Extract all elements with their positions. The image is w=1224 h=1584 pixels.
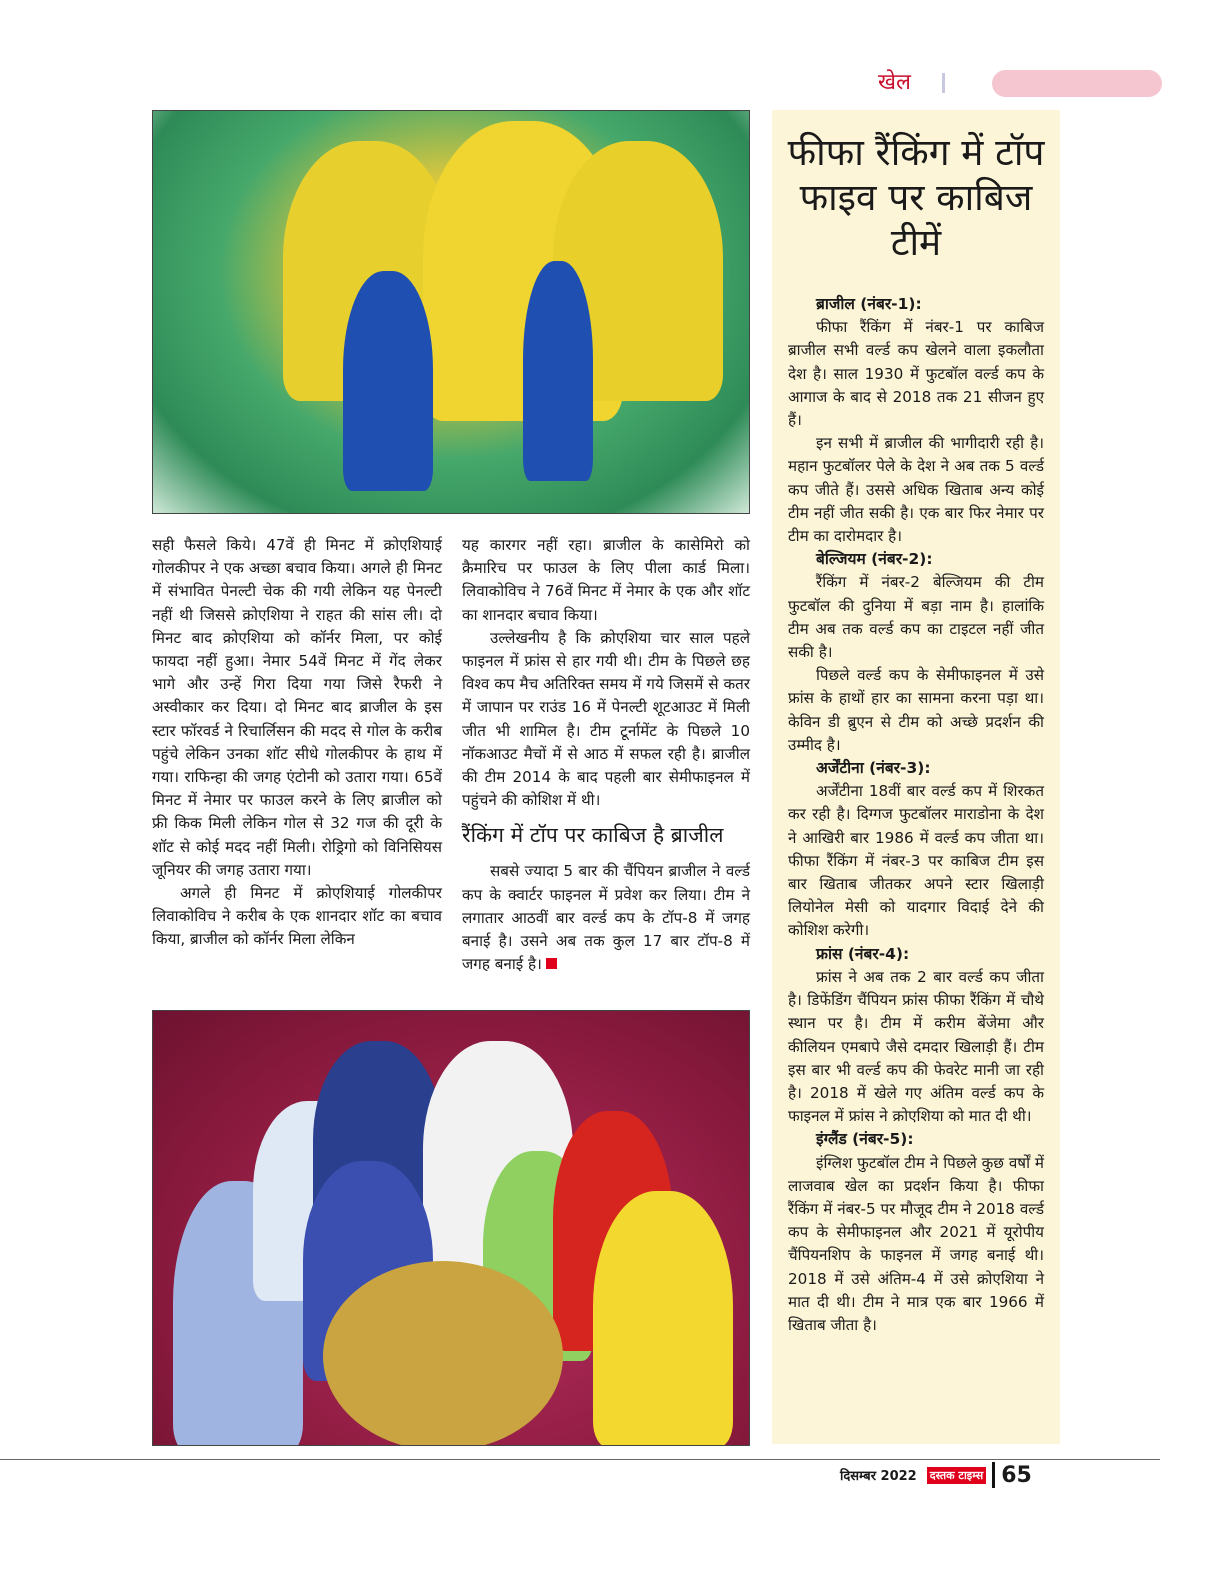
team-paragraph: अर्जेंटीना 18वीं बार वर्ल्ड कप में शिरकत कर रही है। दिग्गज फुटबॉलर माराडोना के देश ने आखिरी बार 1986 में वर्ल्ड कप जीता था। फीफा रैंकिंग में नंबर-3 पर काबिज टीम इस बार खिताब जीतकर अपने स्टार खिलाड़ी लियोनेल मेसी को यादगार विदाई देने की कोशिश करेगी। [788,782,1044,940]
footer-separator [992,1462,995,1488]
world-cup-stars-photo [152,1010,750,1446]
team-heading: ब्राजील (नंबर-1): [816,295,922,313]
article-subheading: रैंकिंग में टॉप पर काबिज है ब्राजील [462,823,724,848]
team-paragraph: पिछले वर्ल्ड कप के सेमीफाइनल में उसे फ्रांस के हाथों हार का सामना करना पड़ा था। केविन डी ब्रुएन से टीम को अच्छे प्रदर्शन की उम्मीद है। [788,666,1044,754]
closing-text: सबसे ज्यादा 5 बार की चैंपियन ब्राजील ने वर्ल्ड कप के क्वार्टर फाइनल में प्रवेश कर लिया। टीम ने लगातार आठवीं बार वर्ल्ड कप के टॉप-8 में जगह बनाई है। उसने अब तक कुल 17 बार टॉप-8 में जगह बनाई है। [462,862,750,974]
team-heading: बेल्जियम (नंबर-2): [816,550,933,569]
brazil-players-photo [152,110,750,514]
team-heading: अर्जेंटीना (नंबर-3): [816,759,931,778]
header-pill [992,70,1162,97]
page-number: 65 [1001,1462,1032,1488]
team-paragraph: फ्रांस ने अब तक 2 बार वर्ल्ड कप जीता है। डिफेंडिंग चैंपियन फ्रांस फीफा रैंकिंग में चौथे स्थान पर है। टीम में करीम बेंजेमा और कीलियन एमबापे जैसे दमदार खिलाड़ी हैं। टीम इस बार भी वर्ल्ड कप की फेवरेट मानी जा रही है। 2018 में खेले गए अंतिम वर्ल्ड कप के फाइनल में फ्रांस ने क्रोएशिया को मात दी थी। [788,967,1044,1126]
team-paragraph: इन सभी में ब्राजील की भागीदारी रही है। महान फुटबॉलर पेले के देश ने अब तक 5 वर्ल्ड कप जीते हैं। उससे अधिक खिताब अन्य कोई टीम नहीं जीत सकी है। एक बार फिर नेमार पर टीम का दारोमदार है। [788,434,1044,546]
article-paragraph: उल्लेखनीय है कि क्रोएशिया चार साल पहले फाइनल में फ्रांस से हार गयी थी। टीम के पिछले छह विश्व कप मैच अतिरिक्त समय में गये जिसमें से कतर में जापान पर राउंड 16 में पेनल्टी शूटआउट में मिली जीत भी शामिल है। टीम टूर्नामेंट के पिछले 10 नॉकआउट मैचों में से आठ में सफल रही है। ब्राजील की टीम 2014 के बाद पहली बार सेमीफाइनल में पहुंचने की कोशिश में थी। [462,628,750,810]
team-paragraph: फीफा रैंकिंग में नंबर-1 पर काबिज ब्राजील सभी वर्ल्ड कप खेलने वाला इकलौता देश है। साल 1930 में फुटबॉल वर्ल्ड कप के आगाज के बाद से 2018 तक 21 सीजन हुए हैं। [788,318,1044,430]
article-paragraph: सही फैसले किये। 47वें ही मिनट में क्रोएशियाई गोलकीपर ने एक अच्छा बचाव किया। अगले ही मिनट में संभावित पेनल्टी चेक की गयी लेकिन यह पेनल्टी नहीं थी जिससे क्रोएशिया ने राहत की सांस ली। दो मिनट बाद क्रोएशिया को कॉर्नर मिला, पर कोई फायदा नहीं हुआ। नेमार 54वें मिनट में गेंद लेकर भागे और उन्हें गिरा दिया गया जिसे रैफरी ने अस्वीकार कर दिया। दो मिनट बाद ब्राजील के इस स्टार फॉरवर्ड ने रिचार्लिसन की मदद से गोल के करीब पहुंचे लेकिन उनका शॉट सीधे गोलकीपर के हाथ में गया। राफिन्हा की जगह एंटोनी को उतारा गया। 65वें मिनट में नेमार पर फाउल करने के लिए ब्राजील को फ्री किक मिली लेकिन गोल से 32 गज की दूरी के शॉट से कोई मदद नहीं मिली। रोड्रिगो को विनिसियस जूनियर की जगह उतारा गया। [152,536,442,879]
page-footer [840,1462,1032,1488]
team-paragraph: इंग्लिश फुटबॉल टीम ने पिछले कुछ वर्षों में लाजवाब खेल का प्रदर्शन किया है। फीफा रैंकिंग में नंबर-5 पर मौजूद टीम ने 2018 वर्ल्ड कप के सेमीफाइनल और 2021 में यूरोपीय चैंपियनशिप के फाइनल में जगह बनाई थी। 2018 में उसे अंतिम-4 में उसे क्रोएशिया ने मात दी थी। टीम ने मात्र एक बार 1966 में खिताब जीता है। [788,1153,1044,1334]
article-paragraph: अगले ही मिनट में क्रोएशियाई गोलकीपर लिवाकोविच ने करीब के एक शानदार शॉट का बचाव किया, ब्राजील को कॉर्नर मिला लेकिन [152,884,442,949]
article-paragraph [462,860,750,976]
team-paragraph: रैंकिंग में नंबर-2 बेल्जियम की टीम फुटबॉल की दुनिया में बड़ा नाम है। हालांकि टीम अब तक वर्ल्ड कप का टाइटल नहीं जीत सकी है। [788,573,1044,662]
article-paragraph: यह कारगर नहीं रहा। ब्राजील के कासेमिरो को क्रैमारिच पर फाउल के लिए पीला कार्ड मिला। लिवाकोविच ने 76वें मिनट में नेमार के एक और शॉट का शानदार बचाव किया। [462,536,750,624]
magazine-logo: दस्तक टाइम्स [927,1467,986,1484]
sidebar-title: फीफा रैंकिंग में टॉप फाइव पर काबिज टीमें [787,131,1045,264]
footer-divider [0,1459,1160,1460]
team-heading: इंग्लैंड (नंबर-5): [816,1130,914,1149]
end-mark-icon [546,958,557,969]
team-heading: फ्रांस (नंबर-4): [816,944,910,963]
section-divider [942,73,945,93]
article-left-column [152,534,442,952]
fifa-ranking-sidebar [772,110,1060,1444]
article-middle-column [462,534,750,976]
issue-date: दिसम्बर 2022 [840,1469,917,1484]
section-label: खेल [878,70,911,95]
